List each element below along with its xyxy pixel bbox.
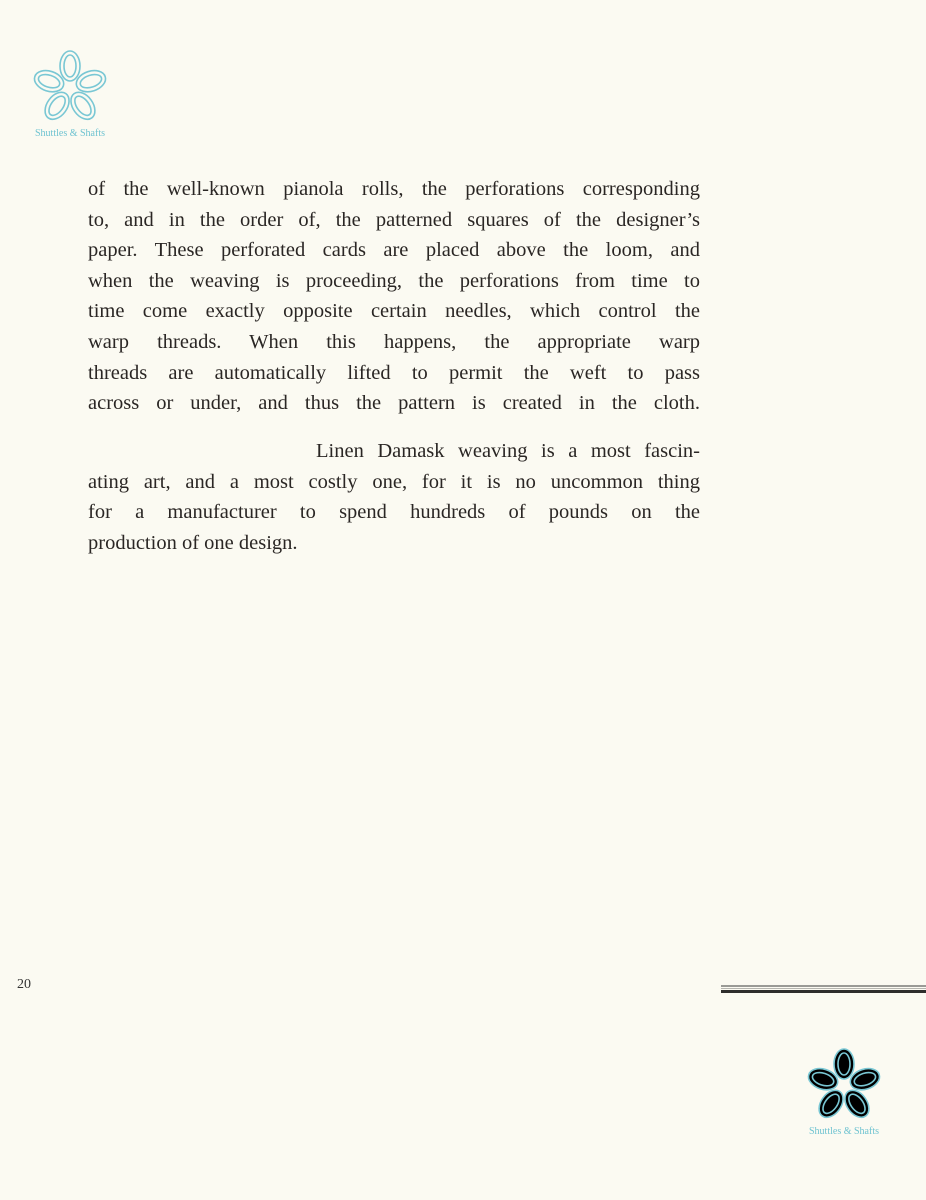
knot-icon <box>804 1044 884 1124</box>
text-line: ating art, and a most costly one, for it is no uncommon thing <box>88 470 700 493</box>
text-line: of the well-known pianola rolls, the perforations corresponding <box>88 178 700 200</box>
text-line: for a manufacturer to spend hundreds of pounds on the <box>88 501 700 524</box>
shuttles-shafts-logo <box>24 46 116 139</box>
paragraph-1 <box>88 174 700 419</box>
logo-text: Shuttles & Shafts <box>808 1126 879 1137</box>
text-line: warp threads. When this happens, the appropriate warp <box>88 330 700 353</box>
decorative-rule <box>721 985 926 995</box>
text-line: Linen Damask weaving is a most fascin- <box>316 440 700 462</box>
knot-icon <box>30 46 110 126</box>
text-line: time come exactly opposite certain needles, which control the <box>88 300 700 323</box>
logo-text: Shuttles & Shafts <box>34 128 105 139</box>
text-line: when the weaving is proceeding, the perforations from time to <box>88 269 700 292</box>
text-line: threads are automatically lifted to permit the weft to pass <box>88 361 700 384</box>
shuttles-shafts-logo <box>798 1044 890 1137</box>
text-line: to, and in the order of, the patterned squares of the designer’s <box>88 208 700 231</box>
paragraph-2 <box>88 436 700 558</box>
text-line: across or under, and thus the pattern is created in the cloth. <box>88 392 700 415</box>
text-line: production of one design. <box>88 531 298 554</box>
page-number: 20 <box>17 977 31 992</box>
text-line: paper. These perforated cards are placed above the loom, and <box>88 239 700 262</box>
